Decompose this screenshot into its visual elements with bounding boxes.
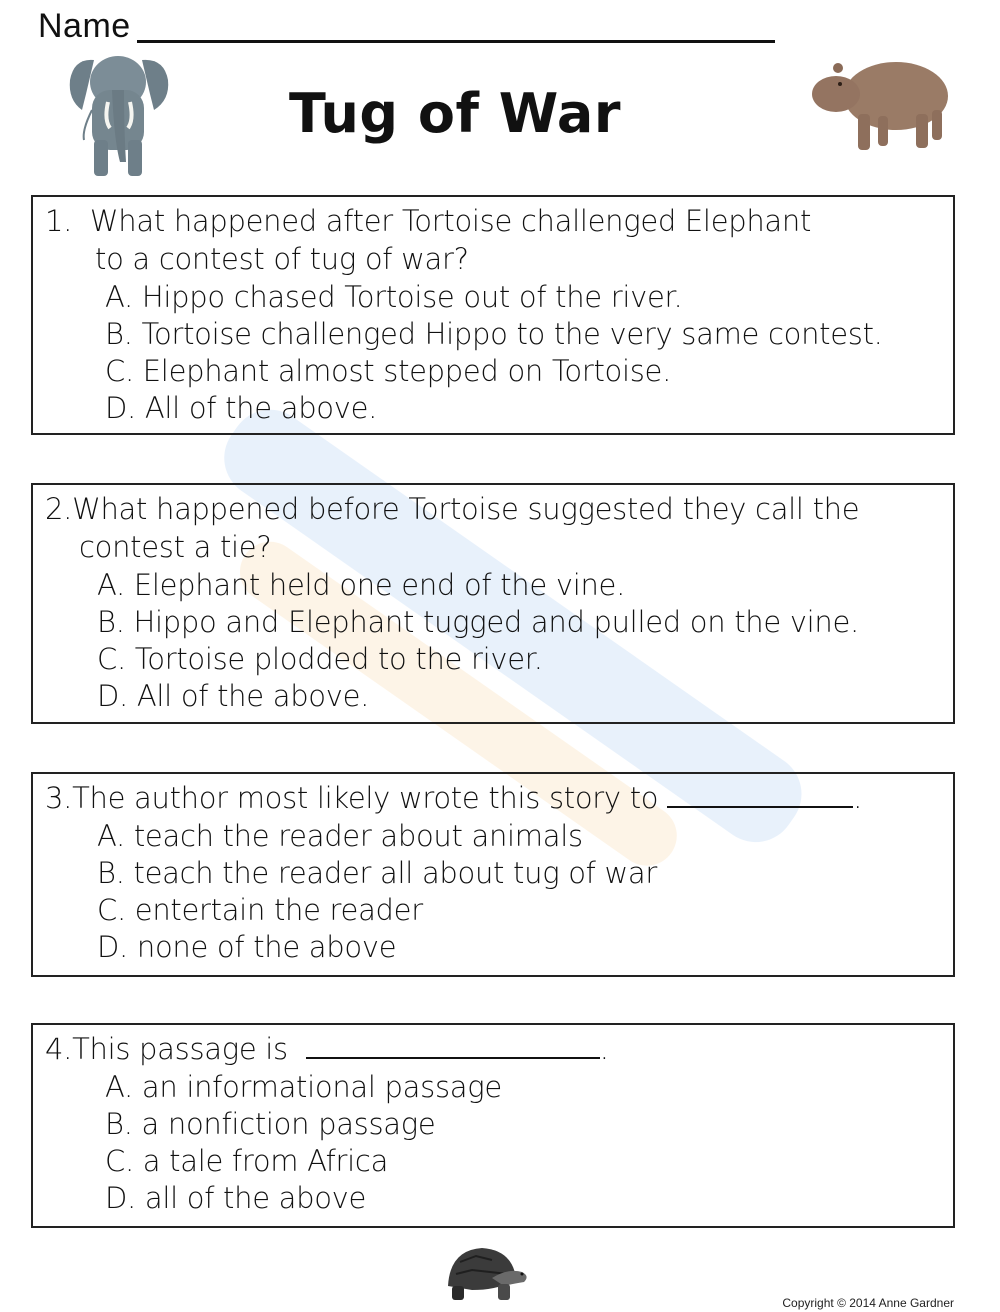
question-4-option-c[interactable]: C. a tale from Africa — [105, 1144, 389, 1178]
question-stem-line1: What happened before Tortoise suggested they call the — [72, 492, 860, 526]
question-2-stem — [45, 491, 859, 527]
question-2-option-c[interactable]: C. Tortoise plodded to the river. — [97, 642, 543, 676]
question-1-option-c[interactable]: C. Elephant almost stepped on Tortoise. — [105, 354, 671, 388]
question-number: 2. — [45, 492, 73, 526]
question-stem-line1: This passage is — [72, 1032, 288, 1066]
question-3-stem — [45, 780, 862, 816]
stem-period: . — [853, 781, 863, 815]
question-3-box — [31, 772, 955, 977]
question-number: 1. — [45, 204, 73, 238]
answer-blank[interactable] — [306, 1033, 600, 1059]
question-1-stem — [45, 203, 811, 239]
question-1-stem-line2: to a contest of tug of war? — [95, 242, 469, 276]
name-field-row — [38, 6, 775, 46]
question-3-option-c[interactable]: C. entertain the reader — [97, 893, 423, 927]
name-blank-line[interactable] — [137, 40, 775, 43]
tortoise-icon — [442, 1242, 532, 1304]
question-4-option-b[interactable]: B. a nonfiction passage — [105, 1107, 436, 1141]
question-2-option-b[interactable]: B. Hippo and Elephant tugged and pulled on the vine. — [97, 605, 859, 639]
question-1-option-a[interactable]: A. Hippo chased Tortoise out of the river. — [105, 280, 683, 314]
question-2-box — [31, 483, 955, 724]
question-number: 4. — [45, 1032, 73, 1066]
question-4-box — [31, 1023, 955, 1228]
answer-blank[interactable] — [667, 782, 853, 808]
question-1-box — [31, 195, 955, 435]
question-1-option-b[interactable]: B. Tortoise challenged Hippo to the very same contest. — [105, 317, 883, 351]
question-3-option-a[interactable]: A. teach the reader about animals — [97, 819, 583, 853]
question-3-option-d[interactable]: D. none of the above — [97, 930, 397, 964]
question-4-option-d[interactable]: D. all of the above — [105, 1181, 367, 1215]
question-4-stem — [45, 1031, 609, 1067]
question-2-stem-line2: contest a tie? — [79, 530, 272, 564]
name-label: Name — [38, 7, 131, 45]
question-stem-line1: What happened after Tortoise challenged Elephant — [89, 204, 812, 238]
question-2-option-a[interactable]: A. Elephant held one end of the vine. — [97, 568, 625, 602]
question-stem-line1: The author most likely wrote this story to — [72, 781, 659, 815]
question-number: 3. — [45, 781, 73, 815]
question-1-option-d[interactable]: D. All of the above. — [105, 391, 378, 425]
copyright-text: Copyright © 2014 Anne Gardner — [782, 1296, 954, 1310]
hippo-icon — [808, 56, 952, 156]
question-3-option-b[interactable]: B. teach the reader all about tug of war — [97, 856, 657, 890]
page-title: Tug of War — [289, 82, 621, 145]
question-2-option-d[interactable]: D. All of the above. — [97, 679, 370, 713]
stem-period: . — [599, 1032, 609, 1066]
question-4-option-a[interactable]: A. an informational passage — [105, 1070, 502, 1104]
